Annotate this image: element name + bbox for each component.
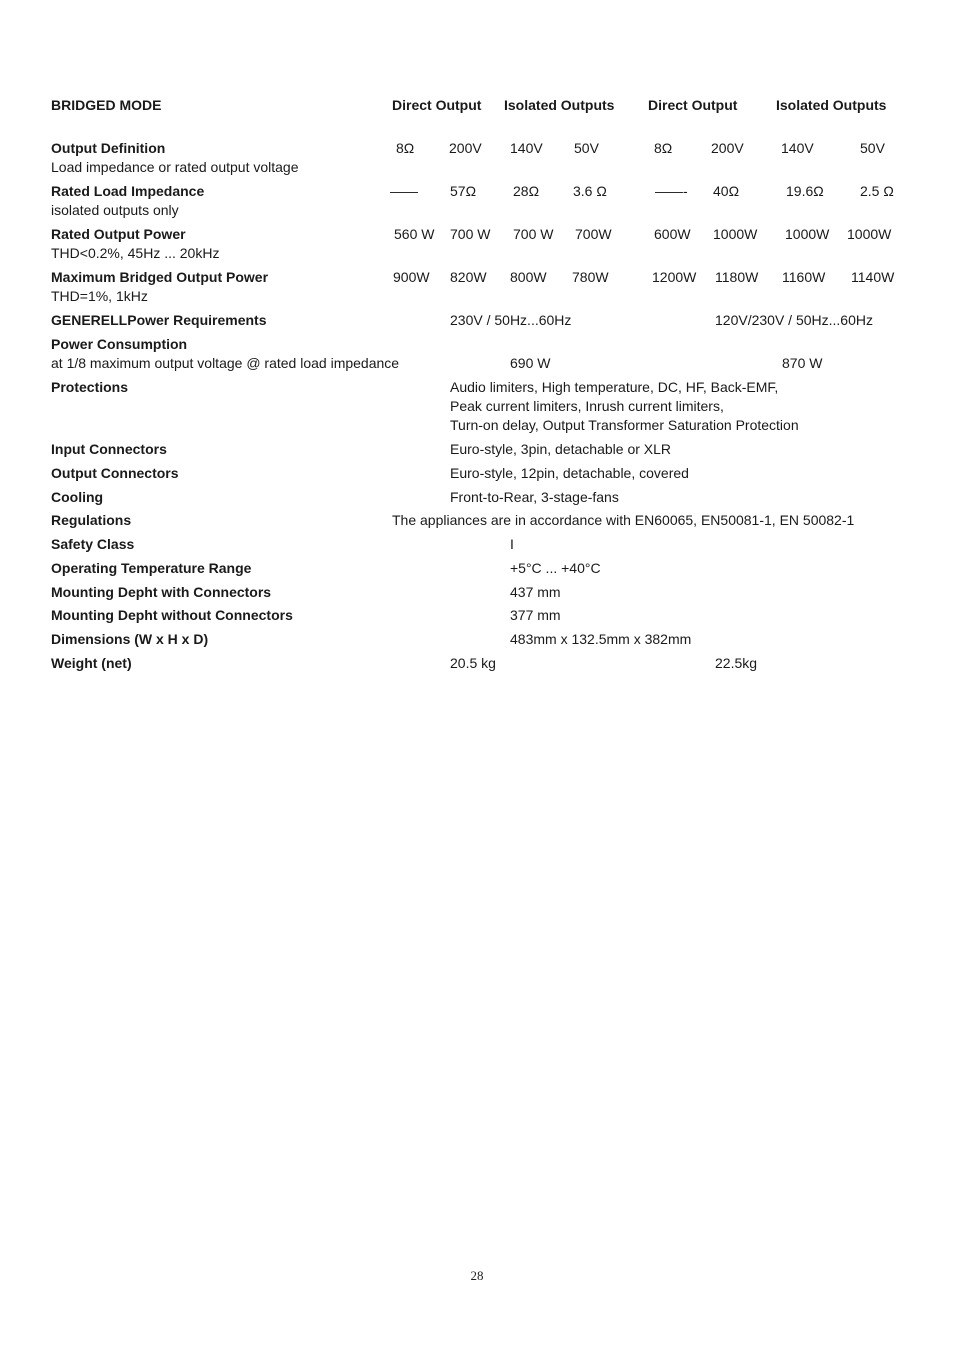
row-label-safety-class: Safety Class: [51, 536, 135, 552]
cell-value: 700W: [575, 226, 612, 242]
cell-value: 780W: [572, 269, 609, 285]
cell-value: +5°C ... +40°C: [510, 560, 601, 576]
row-label-output-definition: Output Definition: [51, 140, 166, 156]
cell-value: 3.6 Ω: [573, 183, 607, 199]
cell-value: 560 W: [394, 226, 435, 242]
cell-value: Front-to-Rear, 3-stage-fans: [450, 489, 619, 505]
row-sublabel-rated-load-impedance: isolated outputs only: [51, 202, 179, 218]
row-sublabel-output-definition: Load impedance or rated output voltage: [51, 159, 299, 175]
cell-value: 28Ω: [513, 183, 540, 199]
row-label-protections: Protections: [51, 379, 129, 395]
row-sublabel-max-bridged-output-power: THD=1%, 1kHz: [51, 288, 148, 304]
cell-value: 800W: [510, 269, 547, 285]
cell-value: 600W: [654, 226, 691, 242]
table-title: BRIDGED MODE: [51, 97, 162, 113]
cell-value: 8Ω: [396, 140, 415, 156]
cell-value: 200V: [449, 140, 482, 156]
row-label-regulations: Regulations: [51, 512, 132, 528]
cell-value: ——-: [655, 183, 688, 199]
cell-value: 700 W: [450, 226, 491, 242]
cell-value: 50V: [860, 140, 885, 156]
cell-value: Euro-style, 12pin, detachable, covered: [450, 465, 689, 481]
column-header-isolated-outputs-1: Isolated Outputs: [504, 97, 615, 113]
cell-value: 1160W: [782, 269, 826, 285]
column-header-isolated-outputs-2: Isolated Outputs: [776, 97, 887, 113]
protections-line: Peak current limiters, Inrush current limiters,: [450, 398, 724, 414]
cell-value: 1200W: [652, 269, 697, 285]
column-header-direct-output-2: Direct Output: [648, 97, 738, 113]
row-label-rated-load-impedance: Rated Load Impedance: [51, 183, 205, 199]
cell-value: 1000W: [847, 226, 892, 242]
cell-value: 900W: [393, 269, 430, 285]
cell-value: 40Ω: [713, 183, 740, 199]
cell-value: 437 mm: [510, 584, 561, 600]
row-label-cooling: Cooling: [51, 489, 104, 505]
cell-value: 1140W: [851, 269, 895, 285]
cell-value: 22.5kg: [715, 655, 758, 671]
cell-value: 690 W: [510, 355, 551, 371]
row-sublabel-rated-output-power: THD<0.2%, 45Hz ... 20kHz: [51, 245, 220, 261]
row-label-depth-with-connectors: Mounting Depht with Connectors: [51, 584, 272, 600]
row-label-output-connectors: Output Connectors: [51, 465, 179, 481]
column-header-direct-output-1: Direct Output: [392, 97, 482, 113]
row-label-weight: Weight (net): [51, 655, 132, 671]
cell-value: 20.5 kg: [450, 655, 496, 671]
cell-value: The appliances are in accordance with EN60065, EN50081-1, EN 50082-1: [392, 512, 855, 528]
row-label-input-connectors: Input Connectors: [51, 441, 167, 457]
page-number: 28: [470, 1268, 484, 1283]
cell-value: 140V: [510, 140, 543, 156]
row-label-rated-output-power: Rated Output Power: [51, 226, 186, 242]
cell-value: ——: [390, 183, 418, 199]
row-label-max-bridged-output-power: Maximum Bridged Output Power: [51, 269, 269, 285]
cell-value: 870 W: [782, 355, 823, 371]
cell-value: 700 W: [513, 226, 554, 242]
row-label-temperature-range: Operating Temperature Range: [51, 560, 252, 576]
cell-value: 1000W: [713, 226, 758, 242]
cell-value: 820W: [450, 269, 487, 285]
row-label-power-requirements: GENERELLPower Requirements: [51, 312, 267, 328]
cell-value: 2.5 Ω: [860, 183, 894, 199]
row-label-power-consumption: Power Consumption: [51, 336, 188, 352]
cell-value: Euro-style, 3pin, detachable or XLR: [450, 441, 672, 457]
cell-value: 19.6Ω: [786, 183, 824, 199]
cell-value: 57Ω: [450, 183, 477, 199]
protections-line: Turn-on delay, Output Transformer Saturation Protection: [450, 417, 799, 433]
row-label-depth-without-connectors: Mounting Depht without Connectors: [51, 607, 293, 623]
cell-value: 483mm x 132.5mm x 382mm: [510, 631, 692, 647]
cell-value: 140V: [781, 140, 814, 156]
cell-value: 8Ω: [654, 140, 673, 156]
cell-value: I: [510, 536, 514, 552]
cell-value: 50V: [574, 140, 599, 156]
cell-value: 377 mm: [510, 607, 561, 623]
row-label-dimensions: Dimensions (W x H x D): [51, 631, 209, 647]
protections-line: Audio limiters, High temperature, DC, HF, Back-EMF,: [450, 379, 779, 395]
cell-value: 230V / 50Hz...60Hz: [450, 312, 572, 328]
cell-value: 1180W: [715, 269, 759, 285]
cell-value: 120V/230V / 50Hz...60Hz: [715, 312, 873, 328]
row-sublabel-power-consumption: at 1/8 maximum output voltage @ rated load impedance: [51, 355, 400, 371]
cell-value: 1000W: [785, 226, 830, 242]
cell-value: 200V: [711, 140, 744, 156]
